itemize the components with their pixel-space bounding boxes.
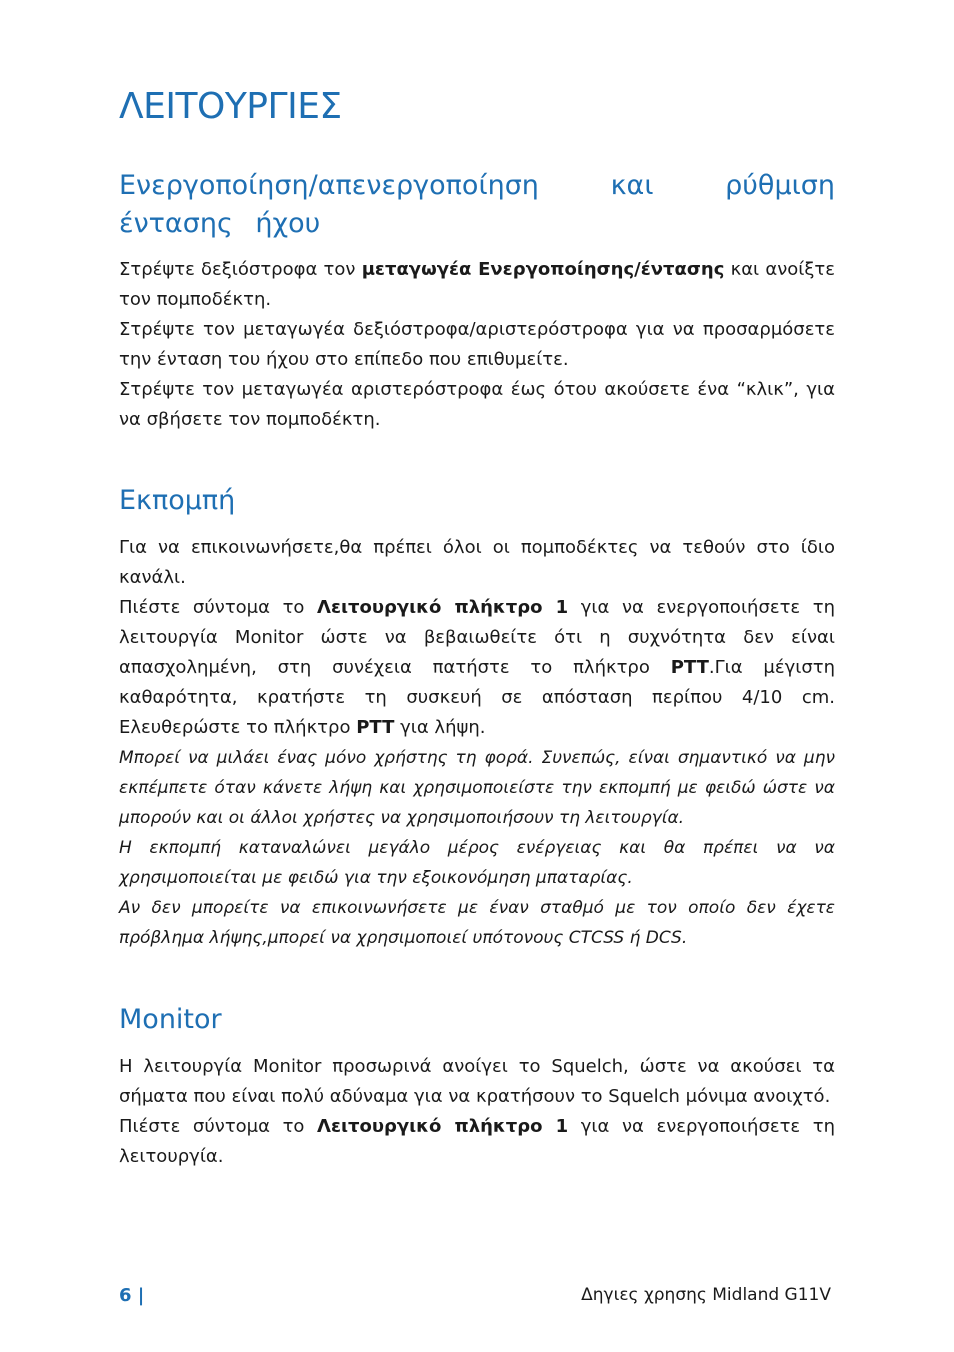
section-heading: Ενεργοποίηση/απενεργοποίηση και ρύθμιση έντασης ήχου bbox=[119, 170, 835, 239]
bold-term: PTT bbox=[356, 717, 395, 738]
italic-note: Μπορεί να μιλάει ένας μόνο χρήστης τη φορά. Συνεπώς, είναι σημαντικό να μην εκπέμπετε όταν κάνετε λήψη και χρησιμοποιείστε την εκπομπή με φειδώ ώστε να μπορούν και οι άλλοι χρήστες να χρησιμοποιήσουν τη λειτουργία. bbox=[119, 748, 835, 828]
text: για να ενεργοποιήσετε τη λειτουργία Monitor ώστε να βεβαιωθείτε ότι η συχνότητα δεν είναι απασχολημένη, στη συνέχεια πατήστε το πλήκτρο bbox=[119, 597, 835, 678]
paragraph: Η λειτουργία Monitor προσωρινά ανοίγει το Squelch, ώστε να ακούσει τα σήματα που είναι πολύ αδύναμα για να κρατήσουν το Squelch μόνιμα ανοιχτό. bbox=[119, 1056, 835, 1107]
text: Πιέστε σύντομα το bbox=[119, 1116, 318, 1137]
bold-term: PTT bbox=[670, 657, 709, 678]
section-heading: Monitor bbox=[119, 1004, 222, 1035]
paragraph bbox=[119, 255, 835, 315]
section-monitor bbox=[119, 1001, 835, 1172]
italic-note: Η εκπομπή καταναλώνει μεγάλο μέρος ενέργειας και θα πρέπει να να χρησιμοποιείται με φειδώ για την εξοικονόμηση μπαταρίας. bbox=[119, 838, 835, 888]
section-transmit bbox=[119, 482, 835, 953]
paragraph: Για να επικοινωνήσετε,θα πρέπει όλοι οι πομποδέκτες να τεθούν στο ίδιο κανάλι. bbox=[119, 537, 835, 588]
text: για λήψη. bbox=[394, 717, 486, 738]
paragraph: Στρέψτε τον μεταγωγέα δεξιόστροφα/αριστερόστροφα για να προσαρμόσετε την ένταση του ήχου στο επίπεδο που επιθυμείτε. bbox=[119, 319, 835, 370]
paragraph bbox=[119, 593, 835, 743]
section-power-volume bbox=[119, 167, 835, 435]
italic-note: Αν δεν μπορείτε να επικοινωνήσετε με έναν σταθμό με τον οποίο δεν έχετε πρόβλημα λήψης,μπορεί να χρησιμοποιεί υπότονους CTCSS ή DCS. bbox=[119, 898, 835, 948]
section-body bbox=[119, 255, 835, 435]
document-title: Δηγιες χρησης Midland G11V bbox=[581, 1285, 831, 1305]
paragraph bbox=[119, 1112, 835, 1172]
text: Πιέστε σύντομα το bbox=[119, 597, 318, 618]
text: και ανοίξτε τον πομποδέκτη. bbox=[119, 259, 835, 310]
section-body bbox=[119, 533, 835, 953]
bold-term: Λειτουργικό πλήκτρο 1 bbox=[317, 597, 569, 618]
bold-term: μεταγωγέα Ενεργοποίησης/έντασης bbox=[361, 259, 725, 280]
text: Στρέψτε δεξιόστροφα τον bbox=[119, 259, 362, 280]
text: .Για μέγιστη καθαρότητα, κρατήστε τη συσκευή σε απόσταση περίπου 4/10 cm. Ελευθερώστε το πλήκτρο bbox=[119, 657, 835, 738]
text: για να ενεργοποιήσετε τη λειτουργία. bbox=[119, 1116, 835, 1167]
section-body bbox=[119, 1052, 835, 1172]
page-title: ΛΕΙΤΟΥΡΓΙΕΣ bbox=[119, 86, 342, 127]
page-number: 6 | bbox=[119, 1285, 145, 1306]
bold-term: Λειτουργικό πλήκτρο 1 bbox=[317, 1116, 569, 1137]
paragraph: Στρέψτε τον μεταγωγέα αριστερόστροφα έως ότου ακούσετε ένα “κλικ”, για να σβήσετε τον πομποδέκτη. bbox=[119, 379, 835, 430]
page-footer bbox=[119, 1282, 835, 1312]
section-heading: Εκπομπή bbox=[119, 485, 236, 516]
